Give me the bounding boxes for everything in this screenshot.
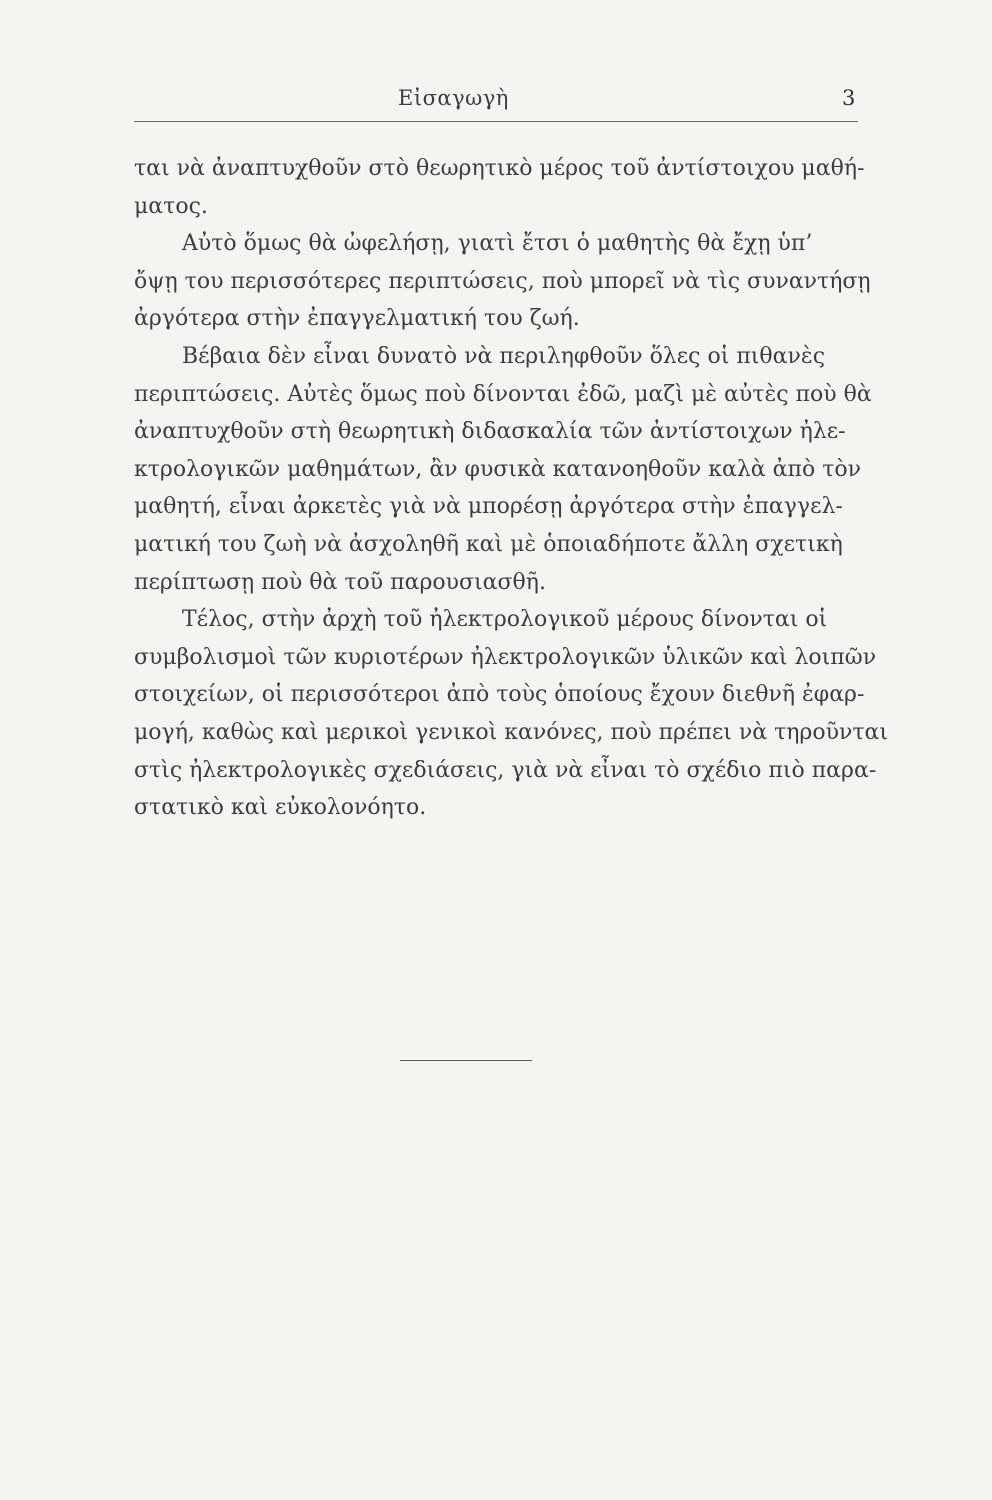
body-text: [134, 150, 889, 827]
text-line: συμβολισμοὶ τῶν κυριοτέρων ἠλεκτρολογικῶν ὑλικῶν καὶ λοιπῶν: [134, 644, 877, 670]
text-line: ται νὰ ἀναπτυχθοῦν στὸ θεωρητικὸ μέρος τοῦ ἀντίστοιχου μαθή-: [134, 156, 865, 181]
text-line: στατικὸ καὶ εὐκολονόητο.: [134, 795, 427, 821]
text-line: περίπτωσῃ ποὺ θὰ τοῦ παρουσιασθῆ.: [134, 569, 546, 595]
text-line: μογή, καθὼς καὶ μερικοὶ γενικοὶ κανόνες, ποὺ πρέπει νὰ τηροῦνται: [134, 719, 889, 745]
text-line: περιπτώσεις. Αὐτὲς ὅμως ποὺ δίνονται ἐδῶ, μαζὶ μὲ αὐτὲς ποὺ θὰ: [134, 381, 872, 407]
running-head-title: Εἰσαγωγὴ: [398, 86, 509, 110]
text-line: ὄψῃ του περισσότερες περιπτώσεις, ποὺ μπορεῖ νὰ τὶς συναντήσῃ: [134, 268, 871, 294]
header-rule: [134, 121, 858, 122]
text-line: ματική του ζωὴ νὰ ἀσχοληθῆ καὶ μὲ ὁποιαδήποτε ἄλλη σχετικὴ: [134, 531, 843, 557]
text-line: στοιχείων, οἱ περισσότεροι ἀπὸ τοὺς ὁποίους ἔχουν διεθνῆ ἐφαρ-: [134, 682, 865, 708]
page-number: 3: [842, 86, 856, 110]
section-end-rule: [400, 1060, 532, 1061]
text-line: κτρολογικῶν μαθημάτων, ἂν φυσικὰ κατανοηθοῦν καλὰ ἀπὸ τὸν: [134, 456, 861, 482]
text-line: ἀργότερα στὴν ἐπαγγελματική του ζωή.: [134, 306, 580, 332]
paragraph-first-line: Βέβαια δὲν εἶναι δυνατὸ νὰ περιληφθοῦν ὅλες οἱ πιθανὲς: [182, 343, 826, 369]
text-line: μαθητή, εἶναι ἀρκετὲς γιὰ νὰ μπορέσῃ ἀργότερα στὴν ἐπαγγελ-: [134, 494, 843, 520]
text-line: ματος.: [134, 193, 208, 219]
text-line: ἀναπτυχθοῦν στὴ θεωρητικὴ διδασκαλία τῶν ἀντίστοιχων ἠλε-: [134, 419, 846, 445]
text-line: στὶς ἠλεκτρολογικὲς σχεδιάσεις, γιὰ νὰ εἶναι τὸ σχέδιο πιὸ παρα-: [134, 757, 877, 783]
paragraph-first-line: Αὐτὸ ὅμως θὰ ὠφελήσῃ, γιατὶ ἔτσι ὁ μαθητὴς θὰ ἔχῃ ὑπ’: [182, 231, 813, 257]
paragraph-first-line: Τέλος, στὴν ἀρχὴ τοῦ ἠλεκτρολογικοῦ μέρους δίνονται οἱ: [182, 607, 828, 633]
